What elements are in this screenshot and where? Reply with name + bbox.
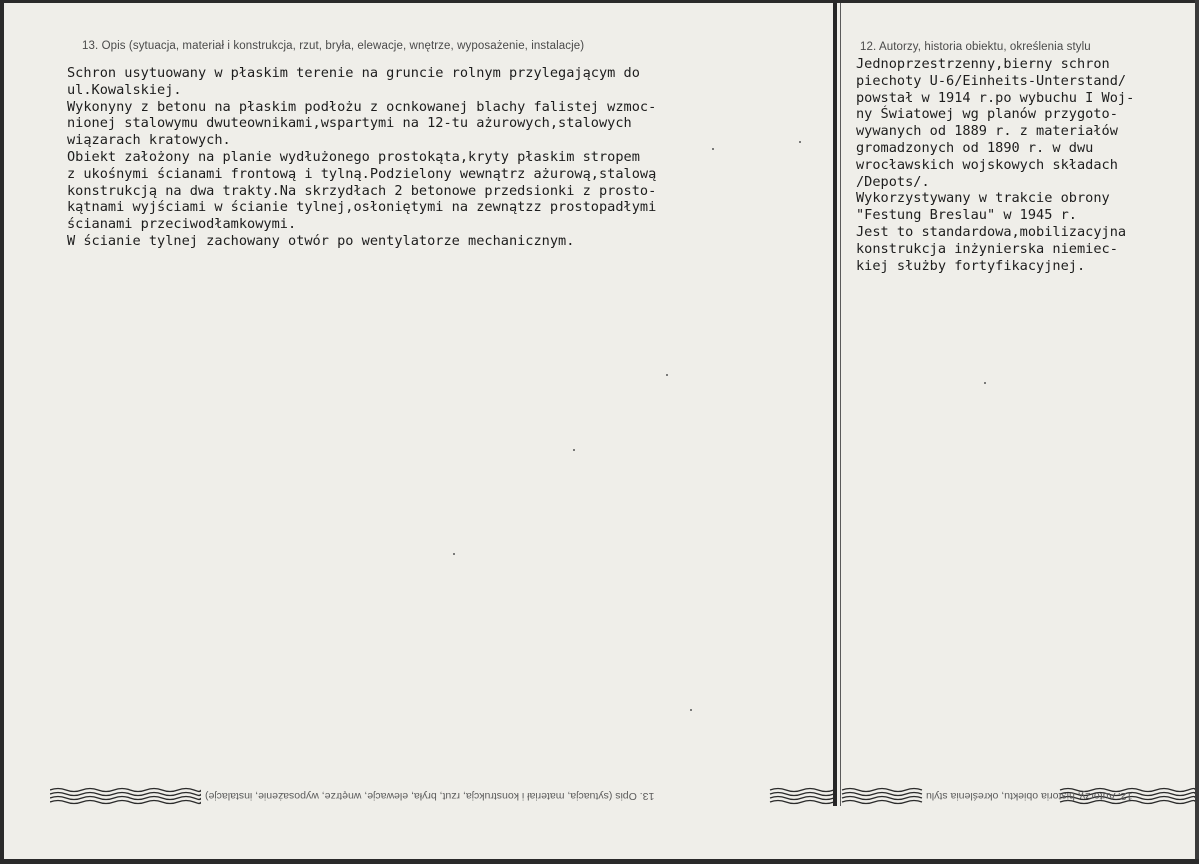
description-section-header: 13. Opis (sytuacja, materiał i konstrukcja, rzut, bryła, elewacje, wnętrze, wyposażenie, instalacje) <box>82 40 585 52</box>
description-typed-text: Schron usytuowany w płaskim terenie na gruncie rolnym przylegającym do ul.Kowalskiej. Wykonyny z betonu na płaskim podłożu z ocnkowanej blachy falistej wzmoc- nionej stalowymu dwuteownikami,wspartymi na 12-tu ażurowych,stalowych wiązarach kratowych. Obiekt założony na planie wydłużonego prostokąta,kryty płaskim stropem z ukośnymi ścianami frontową i tylną.Podzielony wewnątrz ażurową,stalową konstrukcją na dwa trakty.Na skrzydłach 2 betonowe przedsionki z prosto- kątnami wyjściami w ścianie tylnej,osłoniętymi na zewnątzz prostopadłymi ścianami przeciwodłamkowymi. W ścianie tylnej zachowany otwór po wentylatorze mechanicznym. <box>67 65 657 249</box>
frame-left-border <box>0 0 4 864</box>
history-section-header: 12. Autorzy, historia obiektu, określenia stylu <box>860 41 1091 53</box>
scan-speck <box>573 449 575 451</box>
column-divider <box>833 3 837 803</box>
history-typed-text: Jednoprzestrzenny,bierny schron piechoty U-6/Einheits-Unterstand/ powstał w 1914 r.po wybuchu I Woj- ny Światowej wg planów przygoto- wywanych od 1889 r. z materiałów gromadzonych od 1890 r. w dwu wrocławskich wojskowych składach /Depots/. Wykorzystywany w trakcie obrony "Festung Breslau" w 1945 r. Jest to standardowa,mobilizacyjna konstrukcja inżynierska niemiec- kiej służby fortyfikacyjnej. <box>856 56 1135 274</box>
mirrored-description-header: 13. Opis (sytuacja, materiał i konstrukcja, rzut, bryła, elewacje, wnętrze, wyposażenie, instalacje) <box>205 790 655 802</box>
frame-bottom-border <box>0 859 1199 864</box>
frame-top-border <box>0 0 1199 3</box>
scan-speck <box>453 553 455 555</box>
scan-speck <box>712 148 714 150</box>
scan-speck <box>799 141 801 143</box>
scan-speck <box>690 709 692 711</box>
mirrored-history-header: 12. Autorzy, historia obiektu, określenia stylu <box>926 790 1133 802</box>
frame-right-border <box>1195 0 1199 864</box>
column-divider-thin <box>840 3 841 803</box>
scan-speck <box>984 382 986 384</box>
scan-speck <box>666 374 668 376</box>
